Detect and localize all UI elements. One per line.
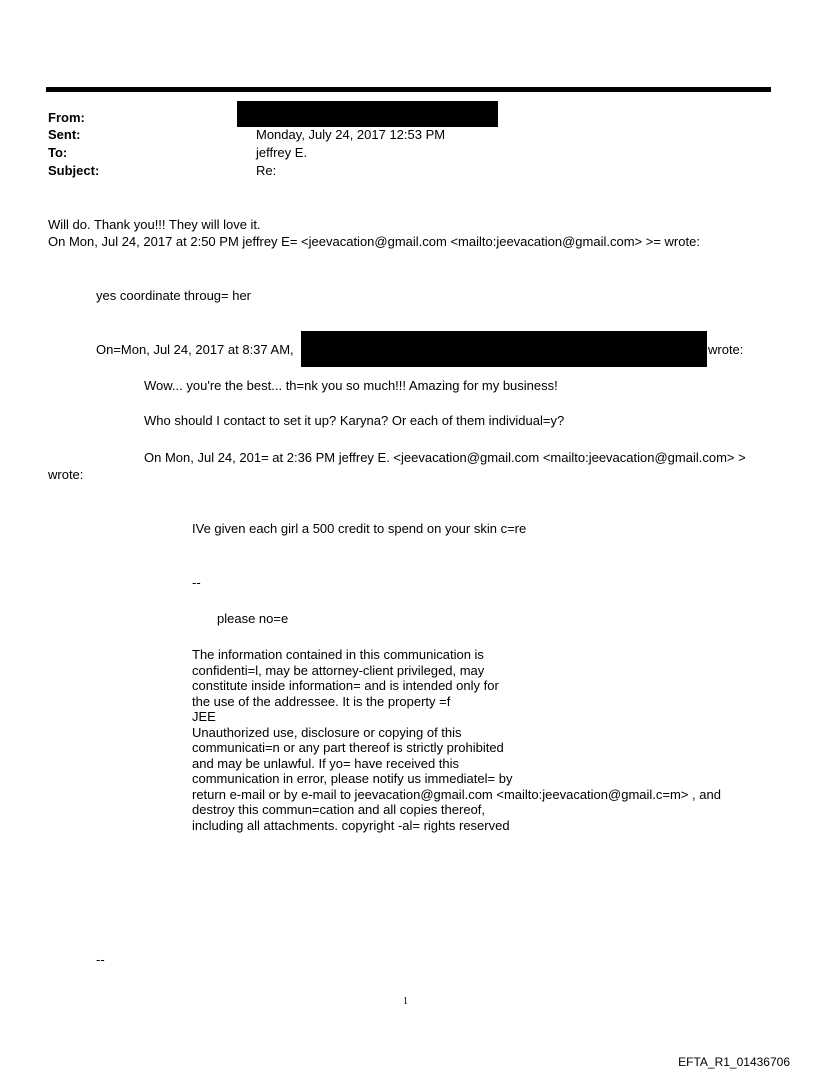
- disclaimer-line: return e-mail or by e-mail to jeevacation@gmail.com <mailto:jeevacation@gmail.c=m> , and: [192, 786, 721, 802]
- quote3-text: IVe given each girl a 500 credit to spend on your skin c=re: [192, 521, 527, 536]
- disclaimer-line: communicati=n or any part thereof is strictly prohibited: [192, 740, 504, 755]
- quote3-attribution: On Mon, Jul 24, 201= at 2:36 PM jeffrey E. <jeevacation@gmail.com <mailto:jeevacation@gmail.com> >: [144, 450, 746, 465]
- disclaimer-line: including all attachments. copyright -al= rights reserved: [192, 817, 510, 833]
- disclaimer-line: communication in error, please notify us immediatel= by: [192, 771, 513, 786]
- quote1-attribution: On Mon, Jul 24, 2017 at 2:50 PM jeffrey E= <jeevacation@gmail.com <mailto:jeevacation@gmail.com> >= wrote:: [48, 234, 700, 249]
- sent-value: Monday, July 24, 2017 12:53 PM: [256, 127, 446, 142]
- disclaimer-line: The information contained in this communication is: [192, 647, 484, 662]
- confidentiality-disclaimer: [192, 647, 721, 833]
- disclaimer-line: destroy this commun=cation and all copies thereof,: [192, 802, 486, 817]
- quote3-attribution-wrap: wrote:: [48, 467, 84, 482]
- bottom-separator: --: [96, 952, 105, 967]
- signature-separator: --: [192, 575, 201, 590]
- disclaimer-line: the use of the addressee. It is the property =f: [192, 693, 451, 709]
- reply-text: Will do. Thank you!!! They will love it.: [48, 217, 261, 232]
- subject-value: Re:: [256, 163, 277, 178]
- disclaimer-line: Unauthorized use, disclosure or copying of this: [192, 724, 462, 740]
- quote2-sender-redaction: [301, 331, 707, 367]
- disclaimer-line: JEE: [192, 709, 216, 724]
- disclaimer-line: confidenti=l, may be attorney-client privileged, may: [192, 662, 485, 678]
- subject-label: Subject:: [48, 163, 100, 178]
- signature-note: please no=e: [217, 611, 289, 626]
- document-id: EFTA_R1_01436706: [678, 1055, 790, 1069]
- quote2-line1: Wow... you're the best... th=nk you so much!!! Amazing for my business!: [144, 378, 558, 393]
- quote2-attribution-end: wrote:: [708, 342, 744, 357]
- to-label: To:: [48, 145, 68, 160]
- sent-label: Sent:: [48, 127, 81, 142]
- quote2-attribution-start: On=Mon, Jul 24, 2017 at 8:37 AM,: [96, 342, 294, 357]
- to-value: jeffrey E.: [256, 145, 308, 160]
- page-number: 1: [403, 996, 408, 1007]
- quote2-line2: Who should I contact to set it up? Karyna? Or each of them individual=y?: [144, 413, 565, 428]
- quote1-text: yes coordinate throug= her: [96, 288, 252, 303]
- from-label: From:: [48, 110, 85, 125]
- disclaimer-line: constitute inside information= and is intended only for: [192, 678, 499, 693]
- from-redaction: [237, 101, 498, 127]
- disclaimer-line: and may be unlawful. If yo= have received this: [192, 755, 460, 771]
- header-top-rule: [46, 87, 771, 92]
